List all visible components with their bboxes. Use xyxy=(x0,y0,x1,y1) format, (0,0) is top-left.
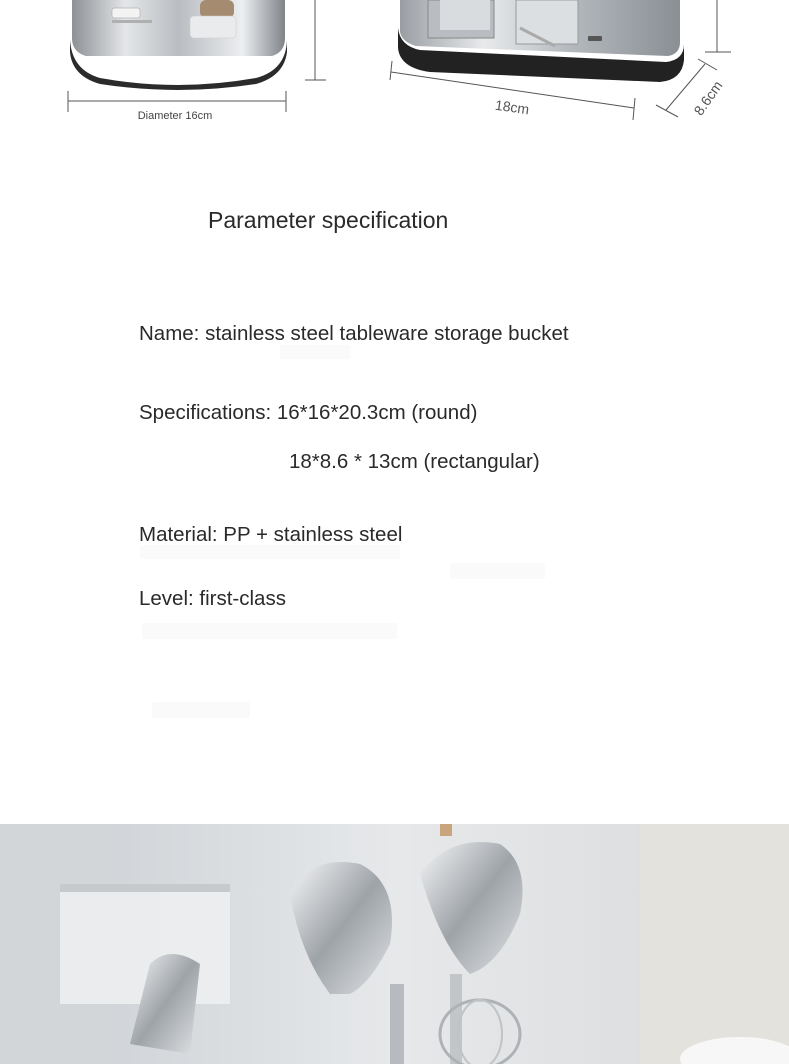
faint-watermark-block xyxy=(140,545,400,559)
spec-specifications-rectangular: 18*8.6 * 13cm (rectangular) xyxy=(289,450,540,473)
length-label: 18cm xyxy=(494,96,531,118)
faint-watermark-block xyxy=(450,563,545,579)
round-bucket-height-indicator xyxy=(305,0,326,80)
diameter-label: Diameter 16cm xyxy=(137,110,213,122)
diameter-dimension-line xyxy=(68,91,286,112)
spec-material: Material: PP + stainless steel xyxy=(139,523,403,546)
faint-watermark-block xyxy=(152,702,250,718)
spec-level: Level: first-class xyxy=(139,587,286,610)
product-lifestyle-photo xyxy=(0,824,789,1064)
rectangular-bucket-height-indicator xyxy=(705,0,731,52)
faint-watermark-block xyxy=(142,623,397,639)
spec-name: Name: stainless steel tableware storage bucket xyxy=(139,322,569,345)
spec-heading: Parameter specification xyxy=(208,207,449,233)
rectangular-bucket-illustration xyxy=(398,0,684,82)
spec-specifications: Specifications: 16*16*20.3cm (round) xyxy=(139,401,478,424)
round-bucket-illustration xyxy=(70,0,287,90)
depth-label: 8.6cm xyxy=(690,77,726,119)
faint-watermark-block xyxy=(280,345,350,359)
utensils-photo-illustration xyxy=(0,824,789,1064)
product-dimension-diagram xyxy=(0,0,789,140)
